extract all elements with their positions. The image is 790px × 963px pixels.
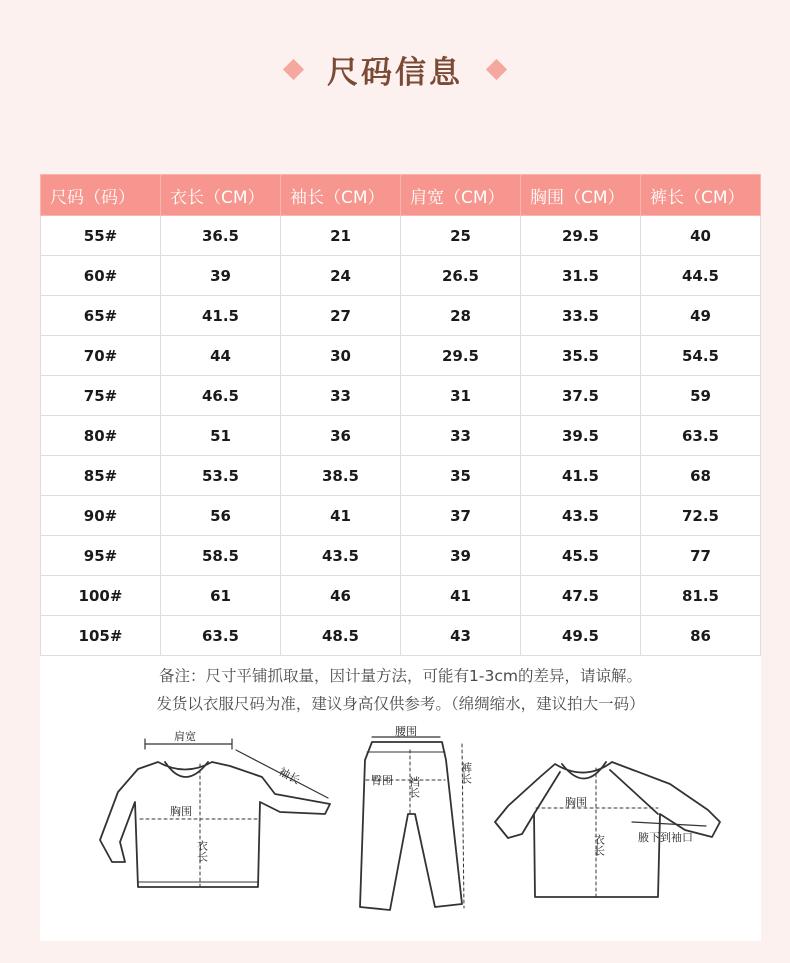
size-cell: 105# bbox=[41, 616, 161, 656]
measurement-cell: 21 bbox=[281, 216, 401, 256]
measurement-cell: 49 bbox=[641, 296, 761, 336]
table-body bbox=[41, 216, 761, 656]
measurement-cell: 63.5 bbox=[161, 616, 281, 656]
measurement-cell: 43 bbox=[401, 616, 521, 656]
table-row bbox=[41, 416, 761, 456]
measurement-cell: 37.5 bbox=[521, 376, 641, 416]
measurement-cell: 77 bbox=[641, 536, 761, 576]
note-line-2: 发货以衣服尺码为准，建议身高仅供参考。（绵绸缩水，建议拍大一码） bbox=[156, 695, 645, 713]
measurement-cell: 40 bbox=[641, 216, 761, 256]
table-header-cell: 肩宽（CM） bbox=[401, 175, 521, 216]
size-cell: 70# bbox=[41, 336, 161, 376]
diamond-left-icon bbox=[283, 58, 304, 79]
measurement-cell: 46.5 bbox=[161, 376, 281, 416]
size-cell: 100# bbox=[41, 576, 161, 616]
measurement-cell: 35.5 bbox=[521, 336, 641, 376]
size-table bbox=[40, 174, 761, 656]
measurement-cell: 45.5 bbox=[521, 536, 641, 576]
shirt-front-illustration bbox=[100, 729, 330, 890]
measurement-diagram bbox=[90, 722, 730, 922]
measurement-cell: 81.5 bbox=[641, 576, 761, 616]
measurement-cell: 68 bbox=[641, 456, 761, 496]
title-bar bbox=[0, 44, 790, 94]
measurement-cell: 36 bbox=[281, 416, 401, 456]
measurement-cell: 47.5 bbox=[521, 576, 641, 616]
measurement-cell: 26.5 bbox=[401, 256, 521, 296]
diamond-right-icon bbox=[486, 58, 507, 79]
waist-label: 腰围 bbox=[395, 725, 417, 738]
table-row bbox=[41, 336, 761, 376]
measurement-cell: 72.5 bbox=[641, 496, 761, 536]
measurement-cell: 24 bbox=[281, 256, 401, 296]
measurement-cell: 33 bbox=[401, 416, 521, 456]
pants-illustration bbox=[360, 725, 473, 910]
measurement-cell: 61 bbox=[161, 576, 281, 616]
size-cell: 60# bbox=[41, 256, 161, 296]
measurement-cell: 54.5 bbox=[641, 336, 761, 376]
measurement-cell: 51 bbox=[161, 416, 281, 456]
measurement-cell: 58.5 bbox=[161, 536, 281, 576]
measurement-cell: 44 bbox=[161, 336, 281, 376]
note-line-1: 备注：尺寸平铺抓取量，因计量方法，可能有1-3cm的差异，请谅解。 bbox=[159, 667, 642, 685]
size-cell: 55# bbox=[41, 216, 161, 256]
length-label-1: 衣长 bbox=[195, 840, 209, 862]
table-row bbox=[41, 496, 761, 536]
table-row bbox=[41, 616, 761, 656]
measurement-cell: 59 bbox=[641, 376, 761, 416]
measurement-cell: 41.5 bbox=[161, 296, 281, 336]
measurement-cell: 43.5 bbox=[521, 496, 641, 536]
notes bbox=[40, 662, 761, 718]
measurement-cell: 63.5 bbox=[641, 416, 761, 456]
chest-label-2: 胸围 bbox=[565, 796, 587, 809]
table-row bbox=[41, 256, 761, 296]
measurement-cell: 31 bbox=[401, 376, 521, 416]
table-header-cell: 胸围（CM） bbox=[521, 175, 641, 216]
table-row bbox=[41, 456, 761, 496]
measurement-cell: 49.5 bbox=[521, 616, 641, 656]
measurement-cell: 39.5 bbox=[521, 416, 641, 456]
shoulder-label: 肩宽 bbox=[174, 730, 196, 743]
table-row bbox=[41, 296, 761, 336]
measurement-cell: 44.5 bbox=[641, 256, 761, 296]
measurement-cell: 33 bbox=[281, 376, 401, 416]
measurement-cell: 28 bbox=[401, 296, 521, 336]
underarm-to-cuff-label: 腋下到袖口 bbox=[638, 831, 693, 844]
page-title: 尺码信息 bbox=[327, 54, 463, 91]
table-row bbox=[41, 376, 761, 416]
measurement-cell: 86 bbox=[641, 616, 761, 656]
measurement-cell: 48.5 bbox=[281, 616, 401, 656]
measurement-cell: 35 bbox=[401, 456, 521, 496]
table-row bbox=[41, 536, 761, 576]
table-header-cell: 袖长（CM） bbox=[281, 175, 401, 216]
measurement-cell: 36.5 bbox=[161, 216, 281, 256]
measurement-cell: 41 bbox=[401, 576, 521, 616]
measurement-cell: 38.5 bbox=[281, 456, 401, 496]
table-row bbox=[41, 576, 761, 616]
size-cell: 85# bbox=[41, 456, 161, 496]
measurement-cell: 31.5 bbox=[521, 256, 641, 296]
measurement-cell: 27 bbox=[281, 296, 401, 336]
chest-label-1: 胸围 bbox=[170, 805, 192, 818]
table-header-row bbox=[41, 175, 761, 216]
measurement-cell: 41.5 bbox=[521, 456, 641, 496]
table-row bbox=[41, 216, 761, 256]
size-cell: 65# bbox=[41, 296, 161, 336]
measurement-cell: 39 bbox=[401, 536, 521, 576]
measurement-cell: 25 bbox=[401, 216, 521, 256]
rise-label: 裆长 bbox=[407, 776, 421, 798]
measurement-cell: 41 bbox=[281, 496, 401, 536]
measurement-cell: 37 bbox=[401, 496, 521, 536]
table-header-cell: 衣长（CM） bbox=[161, 175, 281, 216]
measurement-cell: 29.5 bbox=[401, 336, 521, 376]
measurement-cell: 33.5 bbox=[521, 296, 641, 336]
hip-label: 臀围 bbox=[371, 774, 393, 787]
size-cell: 75# bbox=[41, 376, 161, 416]
measurement-cell: 39 bbox=[161, 256, 281, 296]
measurement-cell: 46 bbox=[281, 576, 401, 616]
measurement-cell: 43.5 bbox=[281, 536, 401, 576]
measurement-cell: 29.5 bbox=[521, 216, 641, 256]
size-cell: 80# bbox=[41, 416, 161, 456]
pant-length-label: 裤长 bbox=[459, 762, 473, 784]
raglan-shirt-illustration bbox=[495, 762, 720, 900]
measurement-cell: 30 bbox=[281, 336, 401, 376]
measurement-cell: 56 bbox=[161, 496, 281, 536]
sleeve-label: 袖长 bbox=[276, 765, 303, 787]
measurement-cell: 53.5 bbox=[161, 456, 281, 496]
length-label-2: 衣长 bbox=[592, 834, 606, 856]
size-cell: 90# bbox=[41, 496, 161, 536]
table-header-cell: 尺码（码） bbox=[41, 175, 161, 216]
size-cell: 95# bbox=[41, 536, 161, 576]
table-header-cell: 裤长（CM） bbox=[641, 175, 761, 216]
